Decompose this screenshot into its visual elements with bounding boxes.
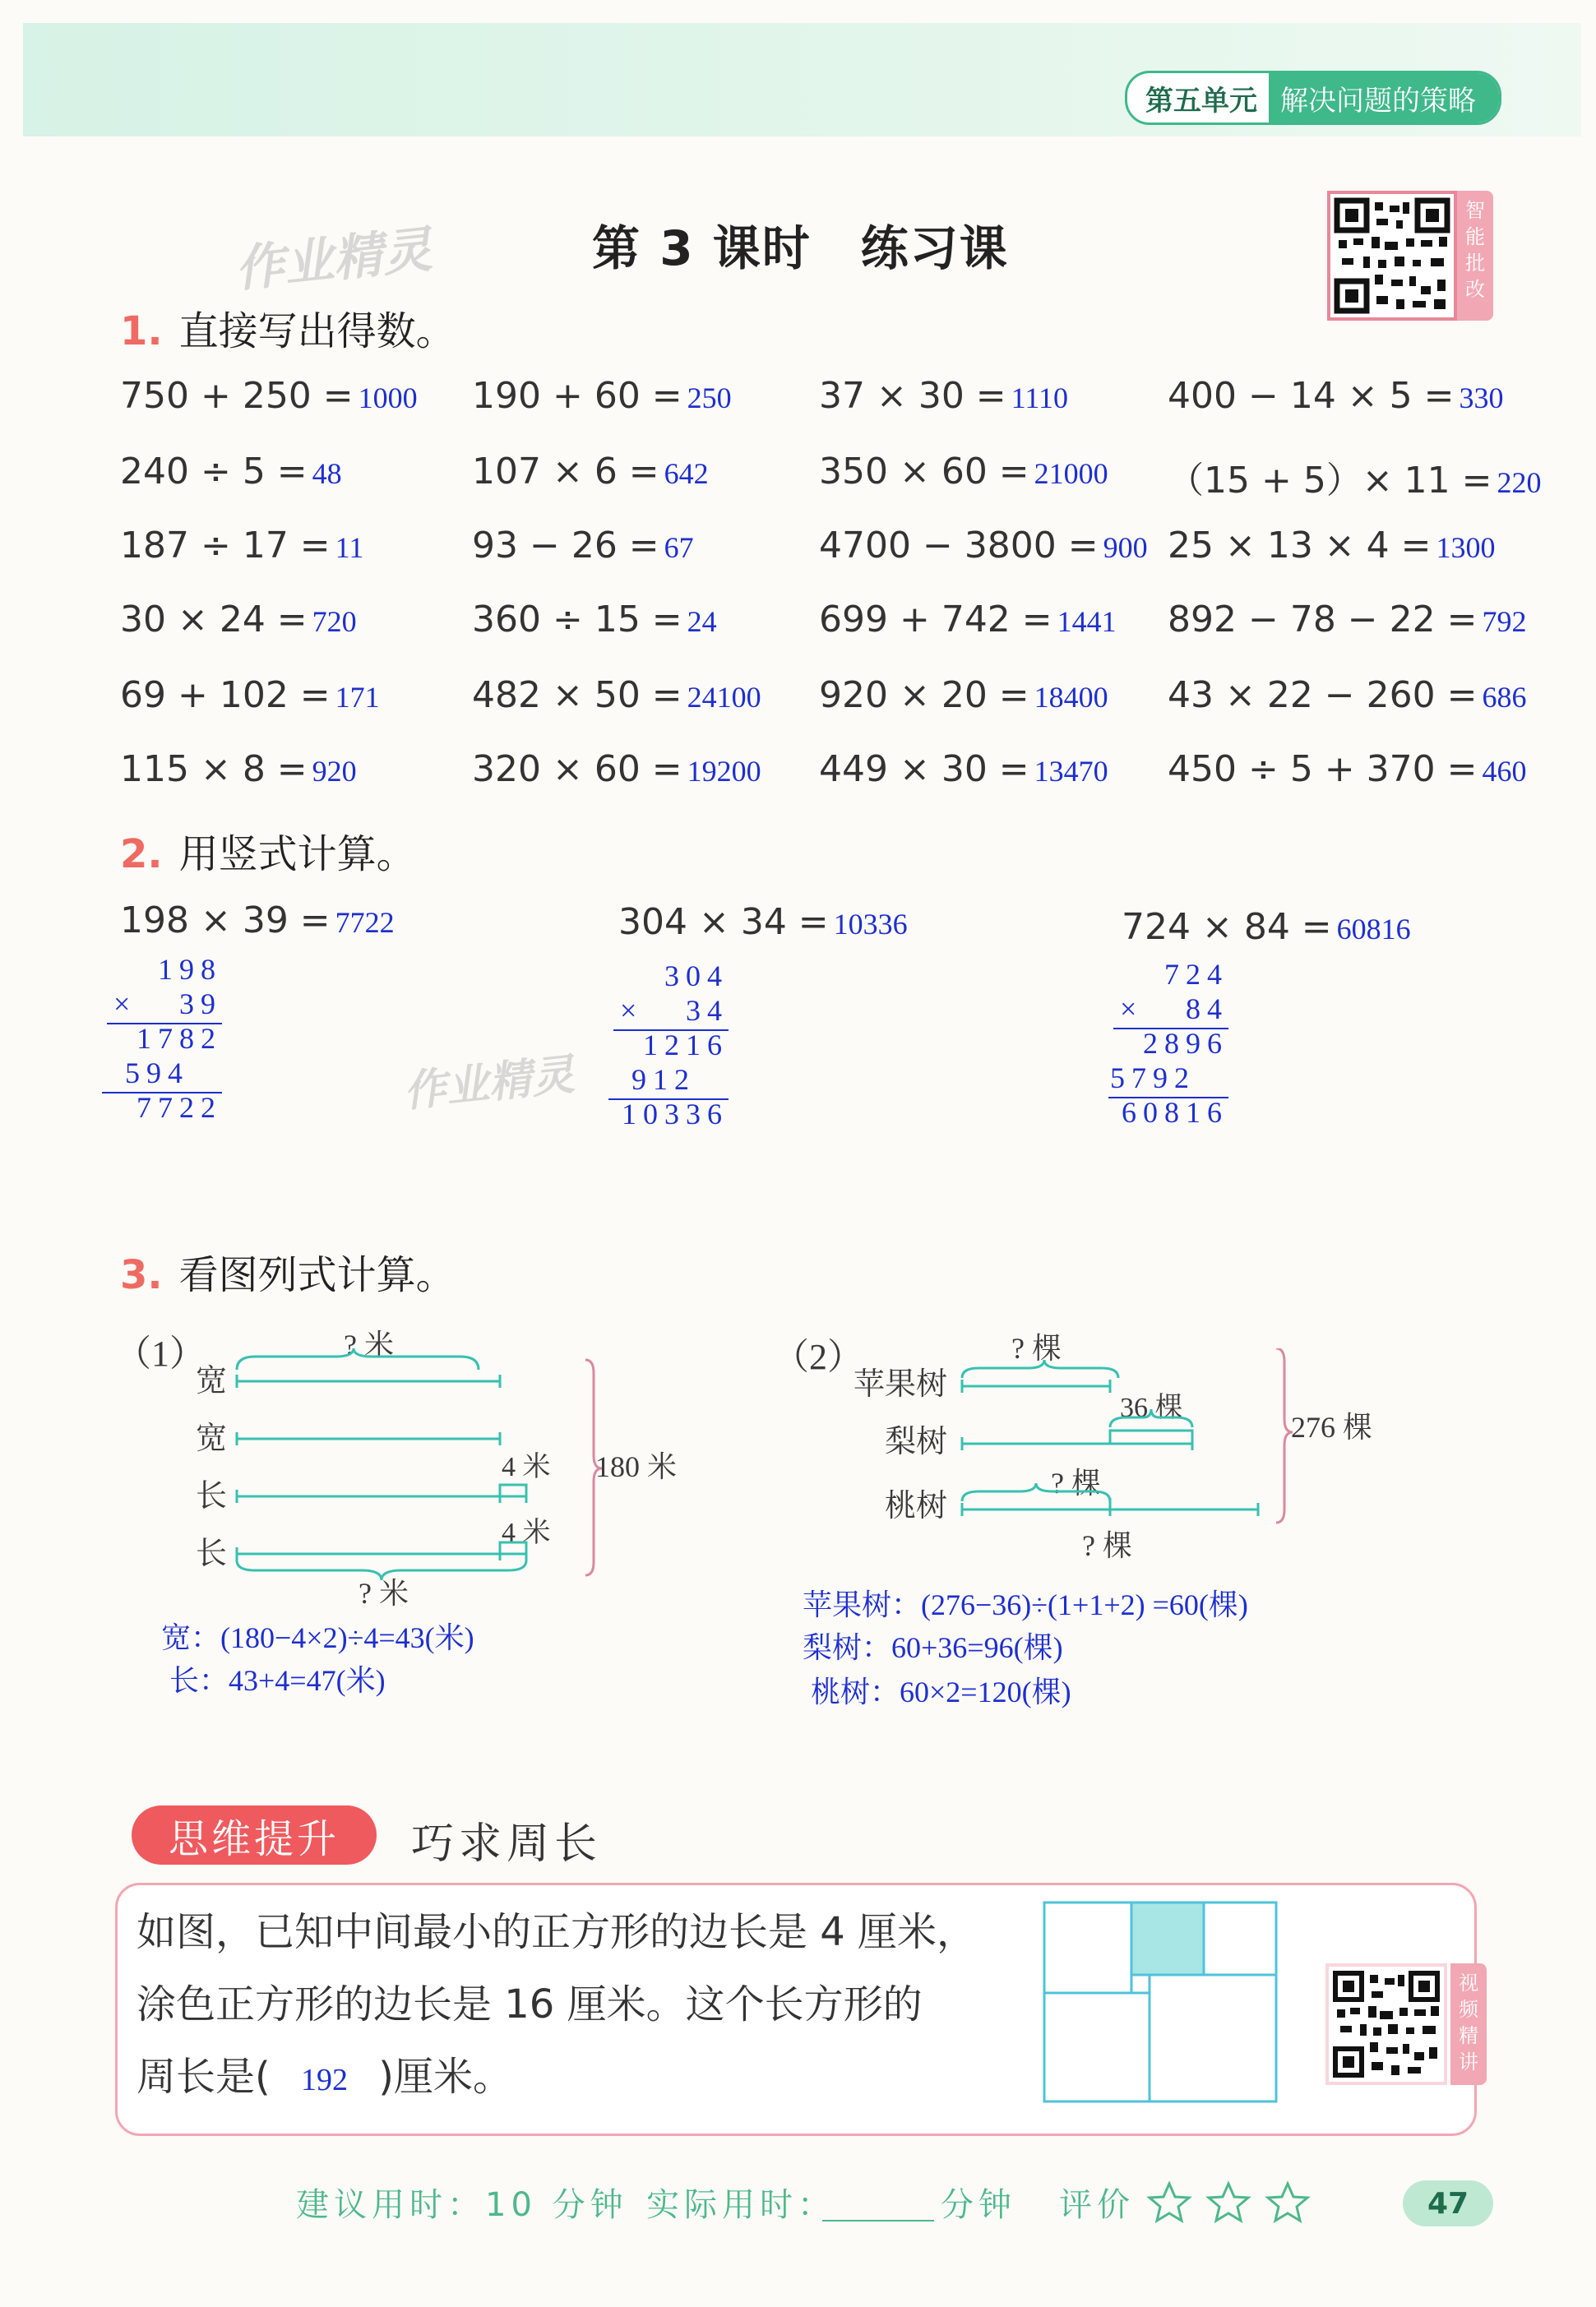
q2-problem: [120, 899, 395, 941]
thinking-line-2: 涂色正方形的边长是 16 厘米。这个长方形的: [136, 1981, 923, 2027]
q2-vertical-p2: 594: [125, 1056, 189, 1089]
q1-expression: 4700 − 3800 =: [819, 525, 1099, 566]
q2-vertical-r1: 304: [664, 959, 729, 992]
q3-p1-row-label: 宽: [196, 1422, 228, 1456]
q2-times-sign: ×: [1120, 992, 1144, 1025]
q3-p2-segment-diagram: [954, 1348, 1299, 1529]
q1-expression: 107 × 6 =: [472, 451, 659, 492]
q2-answer: 7722: [335, 906, 395, 939]
q2-expression: 304 × 34 =: [618, 901, 829, 943]
q2-vertical-r2: 39: [179, 987, 222, 1020]
q2-problem: [618, 901, 908, 943]
q2-problem: [1122, 906, 1411, 948]
q1-answer: 19200: [687, 755, 761, 788]
thinking-subtitle: 巧求周长: [411, 1819, 603, 1869]
q1-heading: [120, 299, 456, 356]
footer-actual-time: 实际用时：: [646, 2186, 835, 2224]
q1-expression: 30 × 24 =: [120, 599, 308, 640]
q1-expression: 400 − 14 × 5 =: [1168, 375, 1455, 417]
q1-expression: 93 − 26 =: [472, 525, 659, 566]
q2-vertical-p2: 5792: [1110, 1061, 1196, 1094]
q1-item: [472, 451, 709, 492]
q2-vertical-res: 7722: [136, 1091, 222, 1124]
q1-expression: 187 ÷ 17 =: [120, 525, 331, 566]
q3-p1-segment-diagram: [222, 1348, 617, 1587]
rectangle-figure: [1041, 1899, 1279, 2105]
q1-expression: 37 × 30 =: [819, 375, 1006, 417]
q1-item: [472, 599, 717, 640]
star-icon: [1268, 2184, 1307, 2221]
q3-p1-row-label: 长: [196, 1479, 228, 1514]
q1-answer: 171: [335, 681, 380, 714]
q3-p1-extra-1: 4 米: [502, 1452, 551, 1482]
q3-p2-top-question: ? 棵: [1011, 1332, 1062, 1365]
q1-expression: 115 × 8 =: [120, 748, 308, 790]
q1-item: [819, 599, 1117, 640]
watermark: 作业精灵: [232, 220, 435, 299]
q3-p2-extra: 36 棵: [1120, 1393, 1183, 1423]
q1-answer: 13470: [1034, 755, 1108, 788]
q3-p1-total: 180 米: [595, 1450, 678, 1483]
q1-answer: 18400: [1034, 681, 1108, 714]
q1-answer: 250: [687, 381, 732, 414]
unit-tag: [1125, 71, 1501, 125]
video-qr-code-icon[interactable]: [1325, 1963, 1447, 2085]
star-icon: [1150, 2184, 1189, 2221]
q1-item: [472, 375, 732, 417]
q2-vertical-rule: [613, 1029, 729, 1031]
q1-item: [819, 451, 1108, 492]
q2-expression: 724 × 84 =: [1122, 906, 1332, 948]
q3-heading: [120, 1243, 456, 1300]
thinking-line-3-prefix: 周长是(: [136, 2054, 271, 2100]
footer-time-blank[interactable]: [822, 2220, 934, 2221]
q3-p1-solution-2: 长：43+4=47(米): [169, 1664, 386, 1697]
q1-item: [819, 375, 1068, 417]
unit-label: 第五单元: [1145, 84, 1257, 118]
q2-vertical-rule: [608, 1098, 729, 1100]
q1-expression: 320 × 60 =: [472, 748, 682, 790]
q3-p2-row-label: 苹果树: [854, 1367, 948, 1402]
q1-expression: 450 ÷ 5 + 370 =: [1168, 748, 1478, 790]
q1-item: [472, 748, 761, 790]
q1-title: 直接写出得数。: [178, 308, 456, 354]
q1-item: [120, 599, 357, 640]
q1-answer: 24: [687, 605, 717, 638]
q1-answer: 24100: [687, 681, 761, 714]
thinking-line-3: [136, 2041, 512, 2116]
q1-expression: 25 × 13 × 4 =: [1168, 525, 1432, 566]
q1-answer: 67: [664, 531, 694, 564]
footer-suggested-time: 建议用时：10 分钟: [296, 2186, 628, 2224]
q1-item: [1168, 748, 1527, 790]
q2-title: 用竖式计算。: [178, 831, 416, 877]
q1-expression: （15 + 5）× 11 =: [1168, 460, 1492, 502]
q2-vertical-rule: [1113, 1028, 1228, 1029]
qr-label-smart-grading: 智能批改: [1457, 191, 1493, 321]
q2-vertical-r1: 198: [158, 953, 222, 986]
q2-number: 2.: [120, 831, 163, 877]
q1-item: [120, 674, 380, 716]
thinking-line-1: 如图，已知中间最小的正方形的边长是 4 厘米，: [136, 1909, 977, 1955]
q1-answer: 21000: [1034, 457, 1108, 490]
q1-item: [120, 525, 363, 566]
q1-answer: 48: [312, 457, 342, 490]
q3-p1-top-question: ? 米: [344, 1329, 394, 1362]
q3-p2-bottom-question: ? 棵: [1082, 1529, 1132, 1562]
q1-expression: 449 × 30 =: [819, 748, 1029, 790]
q1-item: [1168, 525, 1496, 566]
q1-answer: 920: [312, 755, 357, 788]
q2-vertical-p2: 912: [631, 1063, 696, 1096]
q1-item: [1168, 674, 1527, 716]
q3-p2-total: 276 棵: [1291, 1411, 1373, 1444]
q3-p2-row-label: 梨树: [885, 1425, 948, 1459]
footer-rating: 评价: [1059, 2186, 1135, 2224]
q1-expression: 920 × 20 =: [819, 674, 1029, 716]
q1-answer: 1110: [1011, 381, 1068, 414]
q2-vertical-p1: 1782: [136, 1022, 222, 1055]
q1-item: [120, 375, 418, 417]
q1-answer: 1300: [1436, 531, 1496, 564]
q1-expression: 360 ÷ 15 =: [472, 599, 682, 640]
q2-vertical-p1: 2896: [1143, 1027, 1228, 1060]
q1-item: [819, 525, 1148, 566]
q3-p1-bottom-question: ? 米: [359, 1577, 409, 1610]
q3-p1-label: （1）: [115, 1334, 206, 1374]
q1-item: [1168, 451, 1542, 503]
q2-answer: 60816: [1336, 913, 1411, 945]
q1-item: [819, 748, 1108, 790]
q1-expression: 699 + 742 =: [819, 599, 1052, 640]
q1-expression: 43 × 22 − 260 =: [1168, 674, 1478, 716]
rating-stars[interactable]: [1145, 2179, 1325, 2228]
q1-answer: 792: [1482, 605, 1527, 638]
q3-p2-row-label: 桃树: [885, 1489, 948, 1523]
q1-expression: 750 + 250 =: [120, 375, 354, 417]
q3-p1-row-label: 宽: [196, 1364, 228, 1399]
q1-item: [120, 451, 342, 492]
q1-expression: 240 ÷ 5 =: [120, 451, 308, 492]
q2-vertical-rule: [107, 1023, 222, 1024]
q2-heading: [120, 822, 416, 879]
q3-p2-solution-3: 桃树：60×2=120(棵): [811, 1676, 1071, 1708]
q2-times-sign: ×: [620, 994, 644, 1027]
q1-answer: 642: [664, 457, 709, 490]
q2-times-sign: ×: [113, 987, 137, 1020]
q1-answer: 900: [1103, 531, 1148, 564]
page-number: 47: [1403, 2180, 1493, 2226]
q1-expression: 482 × 50 =: [472, 674, 682, 716]
q1-item: [819, 674, 1108, 716]
thinking-answer: 192: [301, 2063, 348, 2097]
q1-answer: 1000: [358, 381, 418, 414]
q1-expression: 350 × 60 =: [819, 451, 1029, 492]
q2-vertical-r2: 84: [1186, 992, 1228, 1025]
q2-answer: 10336: [833, 908, 908, 941]
star-icon: [1209, 2184, 1248, 2221]
q3-p1-solution-1: 宽：(180−4×2)÷4=43(米): [161, 1621, 474, 1654]
page-title: 第 3 课时 练习课: [592, 220, 1009, 276]
q3-title: 看图列式计算。: [178, 1252, 456, 1298]
q1-item: [472, 525, 694, 566]
footer-minute: 分钟: [941, 2186, 1016, 2224]
q1-item: [472, 674, 761, 716]
q1-answer: 686: [1482, 681, 1527, 714]
q1-item: [1168, 375, 1504, 417]
q2-vertical-res: 60816: [1122, 1096, 1228, 1129]
q3-p1-row-label: 长: [196, 1537, 228, 1571]
q1-item: [120, 748, 357, 790]
thinking-line-3-suffix: )厘米。: [378, 2054, 512, 2100]
q2-vertical-r2: 34: [686, 994, 729, 1027]
q1-answer: 11: [335, 531, 364, 564]
q1-expression: 190 + 60 =: [472, 375, 682, 417]
q2-vertical-rule: [102, 1092, 222, 1093]
q2-vertical-r1: 724: [1164, 958, 1228, 991]
q1-expression: 69 + 102 =: [120, 674, 331, 716]
q3-p2-solution-1: 苹果树：(276−36)÷(1+1+2) =60(棵): [803, 1588, 1248, 1621]
thinking-badge: 思维提升: [132, 1805, 377, 1865]
q3-p2-solution-2: 梨树：60+36=96(棵): [803, 1631, 1063, 1664]
q2-vertical-rule: [1108, 1097, 1228, 1098]
qr-code-icon[interactable]: [1327, 191, 1457, 321]
q1-expression: 892 − 78 − 22 =: [1168, 599, 1478, 640]
q1-answer: 720: [312, 605, 357, 638]
q1-answer: 1441: [1057, 605, 1117, 638]
q1-item: [1168, 599, 1527, 640]
q1-answer: 220: [1497, 466, 1542, 499]
q3-p1-extra-2: 4 米: [502, 1518, 551, 1548]
q1-number: 1.: [120, 308, 163, 354]
q3-number: 3.: [120, 1252, 163, 1298]
unit-topic: 解决问题的策略: [1269, 73, 1499, 123]
q2-vertical-res: 10336: [622, 1098, 729, 1130]
q3-p2-label: （2）: [773, 1337, 863, 1377]
q2-expression: 198 × 39 =: [120, 899, 331, 941]
qr-label-video: 视频精讲: [1450, 1963, 1487, 2085]
q2-vertical-p1: 1216: [643, 1029, 729, 1061]
q1-answer: 460: [1482, 755, 1527, 788]
q3-p2-middle-question: ? 棵: [1051, 1467, 1101, 1500]
q1-answer: 330: [1459, 381, 1504, 414]
watermark: 作业精灵: [401, 1050, 577, 1117]
